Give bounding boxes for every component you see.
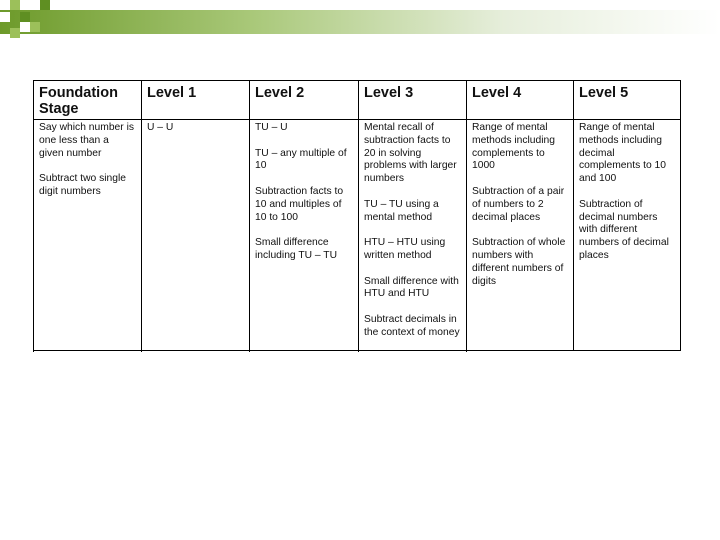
table-cell (250, 120, 359, 351)
column-header: Level 5 (574, 81, 681, 120)
divider (249, 344, 250, 352)
table-header-row (34, 81, 681, 120)
cell-text: Small difference with HTU and HTU (364, 275, 459, 300)
column-header: Level 1 (142, 81, 250, 120)
cut-off-row-edge (33, 344, 680, 352)
table-cell (467, 120, 574, 351)
divider (141, 344, 142, 352)
cell-text: Subtract decimals in the context of money (364, 313, 460, 338)
subtraction-levels-table (33, 80, 681, 351)
divider (358, 344, 359, 352)
cell-text: U – U (147, 122, 174, 133)
cell-text: Mental recall of subtraction facts to 20 in solving problems with larger numbers (364, 122, 457, 185)
cell-text: HTU – HTU using written method (364, 237, 446, 261)
table-cell (574, 120, 681, 351)
column-header: Level 2 (250, 81, 359, 120)
table-cell (359, 120, 467, 351)
deco-square (30, 22, 40, 32)
cell-text: Subtraction facts to 10 and multiples of 10 to 100 (255, 185, 344, 223)
cell-text: TU – U (255, 122, 288, 133)
deco-square (10, 28, 20, 38)
cell-text: Say which number is one less than a given number (39, 122, 134, 159)
cell-text: Subtraction of whole numbers with different numbers of digits (472, 237, 566, 287)
table-cell (142, 120, 250, 351)
deco-square (20, 12, 30, 22)
cell-text: Small difference including TU – TU (255, 237, 338, 261)
cell-text: Subtraction of decimal numbers with different numbers of decimal places (579, 198, 669, 261)
table-cell (34, 120, 142, 351)
cell-text: Range of mental methods including complements to 1000 (472, 122, 555, 172)
cell-text: TU – TU using a mental method (364, 198, 439, 223)
column-header: Level 3 (359, 81, 467, 120)
header-gradient-bar (0, 10, 720, 34)
divider (33, 344, 34, 352)
deco-square (10, 0, 20, 10)
deco-square (40, 0, 50, 10)
deco-square (20, 22, 30, 32)
cell-text: Range of mental methods including decimal complements to 10 and 100 (579, 122, 666, 185)
table-row (34, 120, 681, 351)
cell-text: TU – any multiple of 10 (255, 147, 347, 172)
divider (466, 344, 467, 352)
deco-square (0, 12, 10, 22)
column-header: Foundation Stage (34, 81, 142, 120)
cell-text: Subtract two single digit numbers (39, 173, 126, 197)
cell-text: Subtraction of a pair of numbers to 2 decimal places (472, 185, 565, 223)
column-header: Level 4 (467, 81, 574, 120)
